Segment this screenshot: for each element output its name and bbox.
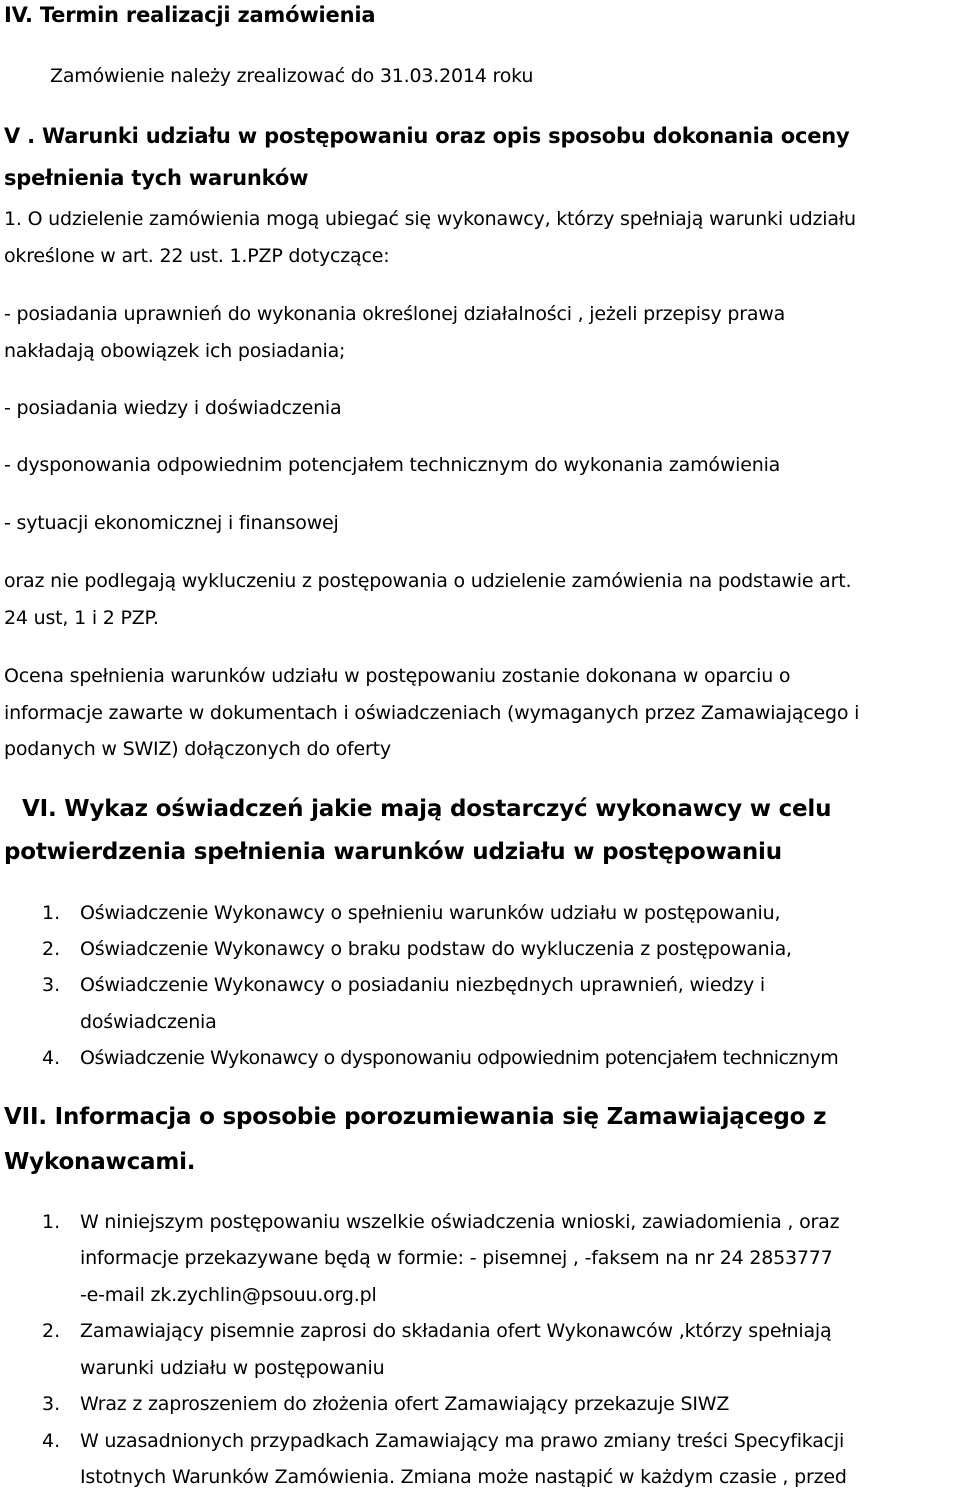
bullet-1-line1: - posiadania uprawnień do wykonania określonej działalności , jeżeli przepisy prawa (4, 303, 786, 325)
section-7-heading-line2: Wykonawcami. (4, 1149, 196, 1175)
section-7-item-1-number: 1. (42, 1211, 61, 1233)
section-5-item1-line1: 1. O udzielenie zamówienia mogą ubiegać się wykonawcy, którzy spełniają warunki udziału (4, 208, 856, 230)
section-6-item-2-text: Oświadczenie Wykonawcy o braku podstaw do wykluczenia z postępowania, (80, 938, 792, 960)
bullet-3: - dysponowania odpowiednim potencjałem technicznym do wykonania zamówienia (4, 454, 781, 476)
bullet-4: - sytuacji ekonomicznej i finansowej (4, 512, 339, 534)
bullet-1-line2: nakładają obowiązek ich posiadania; (4, 340, 346, 362)
section-7-item-4-number: 4. (42, 1430, 61, 1452)
section-7-item-3-text: Wraz z zaproszeniem do złożenia ofert Zamawiający przekazuje SIWZ (80, 1393, 730, 1415)
section-6-item-2-number: 2. (42, 938, 61, 960)
bullet-2: - posiadania wiedzy i doświadczenia (4, 397, 342, 419)
section-7-item-4-text-line1: W uzasadnionych przypadkach Zamawiający ma prawo zmiany treści Specyfikacji (80, 1430, 845, 1452)
section-6-item-1-text: Oświadczenie Wykonawcy o spełnieniu warunków udziału w postępowaniu, (80, 902, 781, 924)
section-6-item-1-number: 1. (42, 902, 61, 924)
section-7-item-2-text-line1: Zamawiający pisemnie zaprosi do składania ofert Wykonawców ,którzy spełniają (80, 1320, 832, 1342)
assessment-line3: podanych w SWIZ) dołączonych do oferty (4, 738, 391, 760)
section-5-item1-line2: określone w art. 22 ust. 1.PZP dotyczące: (4, 245, 390, 267)
section-4-heading: IV. Termin realizacji zamówienia (4, 3, 376, 27)
section-6-item-4-text: Oświadczenie Wykonawcy o dysponowaniu odpowiednim potencjałem technicznym (80, 1047, 839, 1069)
section-7-item-4-text-line2: Istotnych Warunków Zamówienia. Zmiana może nastąpić w każdym czasie , przed (80, 1466, 847, 1488)
section-7-heading-line1: VII. Informacja o sposobie porozumiewania się Zamawiającego z (4, 1104, 827, 1130)
section-6-item-3-number: 3. (42, 974, 61, 996)
exclusion-line1: oraz nie podlegają wykluczeniu z postępowania o udzielenie zamówienia na podstawie art. (4, 570, 852, 592)
section-7-item-2-number: 2. (42, 1320, 61, 1342)
section-7-item-2-text-line2: warunki udziału w postępowaniu (80, 1357, 385, 1379)
assessment-line1: Ocena spełnienia warunków udziału w postępowaniu zostanie dokonana w oparciu o (4, 665, 791, 687)
section-7-item-1-text-line2: informacje przekazywane będą w formie: - pisemnej , -faksem na nr 24 2853777 (80, 1247, 833, 1269)
section-6-item-4-number: 4. (42, 1047, 61, 1069)
section-7-item-1-text-line1: W niniejszym postępowaniu wszelkie oświadczenia wnioski, zawiadomienia , oraz (80, 1211, 840, 1233)
section-5-heading-line2: spełnienia tych warunków (4, 166, 309, 190)
section-6-heading-line1: VI. Wykaz oświadczeń jakie mają dostarczyć wykonawcy w celu (22, 796, 832, 822)
section-5-heading-line1: V . Warunki udziału w postępowaniu oraz opis sposobu dokonania oceny (4, 124, 850, 148)
section-7-item-1-text-line3: -e-mail zk.zychlin@psouu.org.pl (80, 1284, 377, 1306)
section-6-item-3-text-line1: Oświadczenie Wykonawcy o posiadaniu niezbędnych uprawnień, wiedzy i (80, 974, 765, 996)
section-7-item-3-number: 3. (42, 1393, 61, 1415)
exclusion-line2: 24 ust, 1 i 2 PZP. (4, 607, 159, 629)
section-6-heading-line2: potwierdzenia spełnienia warunków udziału w postępowaniu (4, 839, 782, 865)
assessment-line2: informacje zawarte w dokumentach i oświadczeniach (wymaganych przez Zamawiającego i (4, 702, 860, 724)
section-4-text: Zamówienie należy zrealizować do 31.03.2014 roku (50, 65, 534, 87)
section-6-item-3-text-line2: doświadczenia (80, 1011, 217, 1033)
